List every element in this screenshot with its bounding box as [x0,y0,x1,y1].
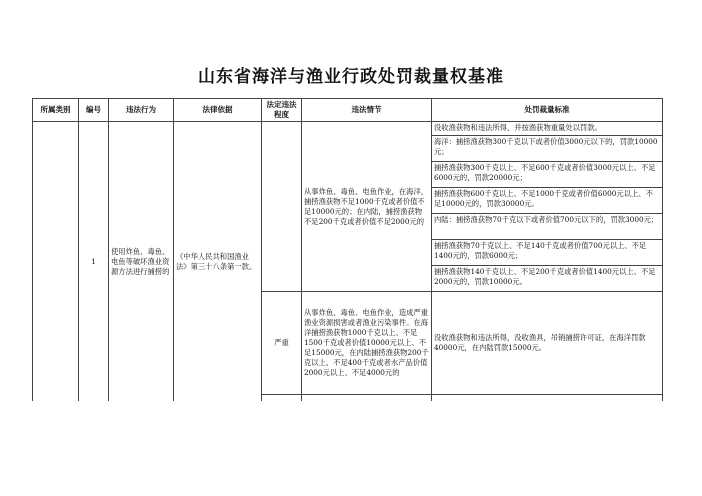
header-number: 编号 [79,99,109,122]
header-circumstance: 违法情节 [302,99,432,122]
severity-serious-cell: 严重 [262,292,302,395]
penalty-table [32,98,663,401]
table-row [33,122,663,136]
table-header-row [33,99,663,122]
circumstance-general-cell: 从事炸鱼、毒鱼、电鱼作业，在海洋，捕捞渔获物不足1000千克或者价值不足10000元的；在内陆，捕捞渔获物不足200千克或者价值不足2000元的 [302,122,432,292]
standard-item: 捕捞渔获物70千克以上、不足140千克或者价值700元以上、不足1400元的，罚款6000元； [432,240,663,266]
header-legal-basis: 法律依据 [174,99,262,122]
severity-general-cell [262,122,302,292]
standard-serious-cell: 没收渔获物和违法所得，没收渔具，吊销捕捞许可证，在海洋罚款40000元，在内陆罚款15000元。 [432,292,663,395]
standard-item: 捕捞渔获物140千克以上、不足200千克或者价值1400元以上、不足2000元的，罚款10000元。 [432,266,663,292]
standard-item: 内陆：捕捞渔获物70千克以下或者价值700元以下的，罚款3000元； [432,214,663,240]
circumstance-serious-cell: 从事炸鱼、毒鱼、电鱼作业，造成严重渔业资源损害或者渔业污染事件。在海洋捕捞渔获物1000千克以上、不足1500千克或者价值10000元以上、不足15000元，在内陆捕捞渔获物200千克以上、不足400千克或者水产品价值2000元以上、不足4000元的 [302,292,432,395]
standard-item: 捕捞渔获物600千克以上、不足1000千克或者价值6000元以上、不足10000元的，罚款30000元。 [432,188,663,214]
header-severity: 法定违法程度 [262,99,302,122]
legal-basis-cell: 《中华人民共和国渔业法》第三十八条第一款。 [174,122,262,402]
page-title: 山东省海洋与渔业行政处罚裁量权基准 [198,67,504,87]
header-standard: 处罚裁量标准 [432,99,663,122]
header-violation: 违法行为 [109,99,174,122]
continuation-cell [432,395,663,402]
continuation-cell [262,395,302,402]
standard-item: 没收渔获物和违法所得，并按渔获物重量处以罚款。 [432,122,663,136]
standard-item: 捕捞渔获物300千克以上、不足600千克或者价值3000元以上、不足6000元的，罚款20000元； [432,162,663,188]
standard-item: 海洋：捕捞渔获物300千克以下或者价值3000元以下的，罚款10000元； [432,136,663,162]
continuation-cell [302,395,432,402]
header-category: 所属类别 [33,99,79,122]
number-cell: 1 [79,122,109,402]
category-cell [33,122,79,402]
violation-cell: 使用炸鱼、毒鱼、电鱼等破坏渔业资源方法进行捕捞的 [109,122,174,402]
